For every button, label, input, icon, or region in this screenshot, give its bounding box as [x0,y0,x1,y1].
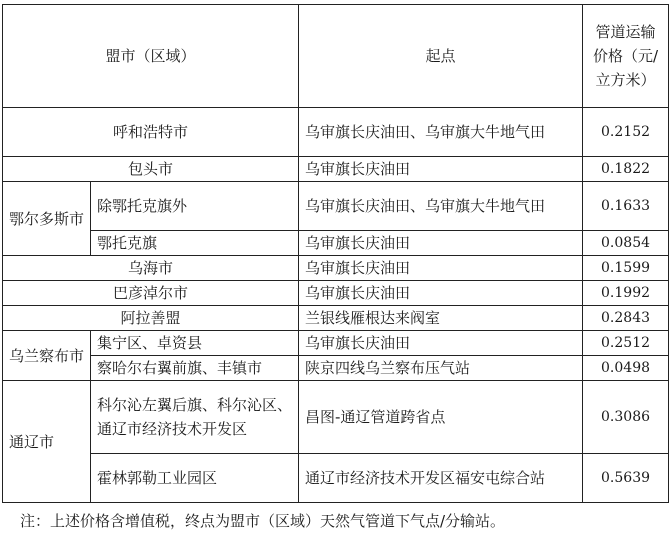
table-row [3,231,669,256]
price-cell: 0.2152 [583,108,669,157]
table-row [3,454,669,503]
origin-cell: 昌图-通辽管道跨省点 [299,381,583,454]
sub-region-cell: 霍林郭勒工业园区 [91,454,299,503]
region-cell: 阿拉善盟 [3,306,299,331]
origin-cell: 乌审旗长庆油田 [299,157,583,182]
price-cell: 0.0854 [583,231,669,256]
header-region: 盟市（区域） [3,5,299,108]
table-row [3,256,669,281]
table-row [3,281,669,306]
price-cell: 0.1633 [583,182,669,231]
price-cell: 0.1992 [583,281,669,306]
origin-cell: 陕京四线乌兰察布压气站 [299,356,583,381]
table-header-row [3,5,669,108]
table-row [3,182,669,231]
origin-cell: 乌审旗长庆油田 [299,231,583,256]
sub-region-cell: 除鄂托克旗外 [91,182,299,231]
sub-region-cell: 集宁区、卓资县 [91,331,299,356]
table-row [3,381,669,454]
region-cell: 包头市 [3,157,299,182]
sub-region-cell: 科尔沁左翼后旗、科尔沁区、通辽市经济技术开发区 [91,381,299,454]
table-row [3,306,669,331]
sub-region-cell: 察哈尔右翼前旗、丰镇市 [91,356,299,381]
table-row [3,108,669,157]
table-footnote: 注：上述价格含增值税，终点为盟市（区域）天然气管道下气点/分输站。 [20,512,506,530]
region-group-cell: 乌兰察布市 [3,331,91,381]
header-origin: 起点 [299,5,583,108]
origin-cell: 乌审旗长庆油田 [299,281,583,306]
price-cell: 0.2843 [583,306,669,331]
region-cell: 巴彦淖尔市 [3,281,299,306]
origin-cell: 通辽市经济技术开发区福安屯综合站 [299,454,583,503]
header-price: 管道运输价格（元/立方米） [583,5,669,108]
origin-cell: 兰银线雁根达来阀室 [299,306,583,331]
origin-cell: 乌审旗长庆油田、乌审旗大牛地气田 [299,108,583,157]
region-group-cell: 鄂尔多斯市 [3,182,91,256]
pipeline-tariff-table [2,4,669,503]
region-cell: 呼和浩特市 [3,108,299,157]
table-row [3,331,669,356]
price-cell: 0.1822 [583,157,669,182]
sub-region-cell: 鄂托克旗 [91,231,299,256]
price-cell: 0.3086 [583,381,669,454]
table-row [3,157,669,182]
price-cell: 0.2512 [583,331,669,356]
table-row [3,356,669,381]
origin-cell: 乌审旗长庆油田 [299,331,583,356]
origin-cell: 乌审旗长庆油田 [299,256,583,281]
region-cell: 乌海市 [3,256,299,281]
price-cell: 0.1599 [583,256,669,281]
region-group-cell: 通辽市 [3,381,91,503]
price-cell: 0.5639 [583,454,669,503]
origin-cell: 乌审旗长庆油田、乌审旗大牛地气田 [299,182,583,231]
price-cell: 0.0498 [583,356,669,381]
